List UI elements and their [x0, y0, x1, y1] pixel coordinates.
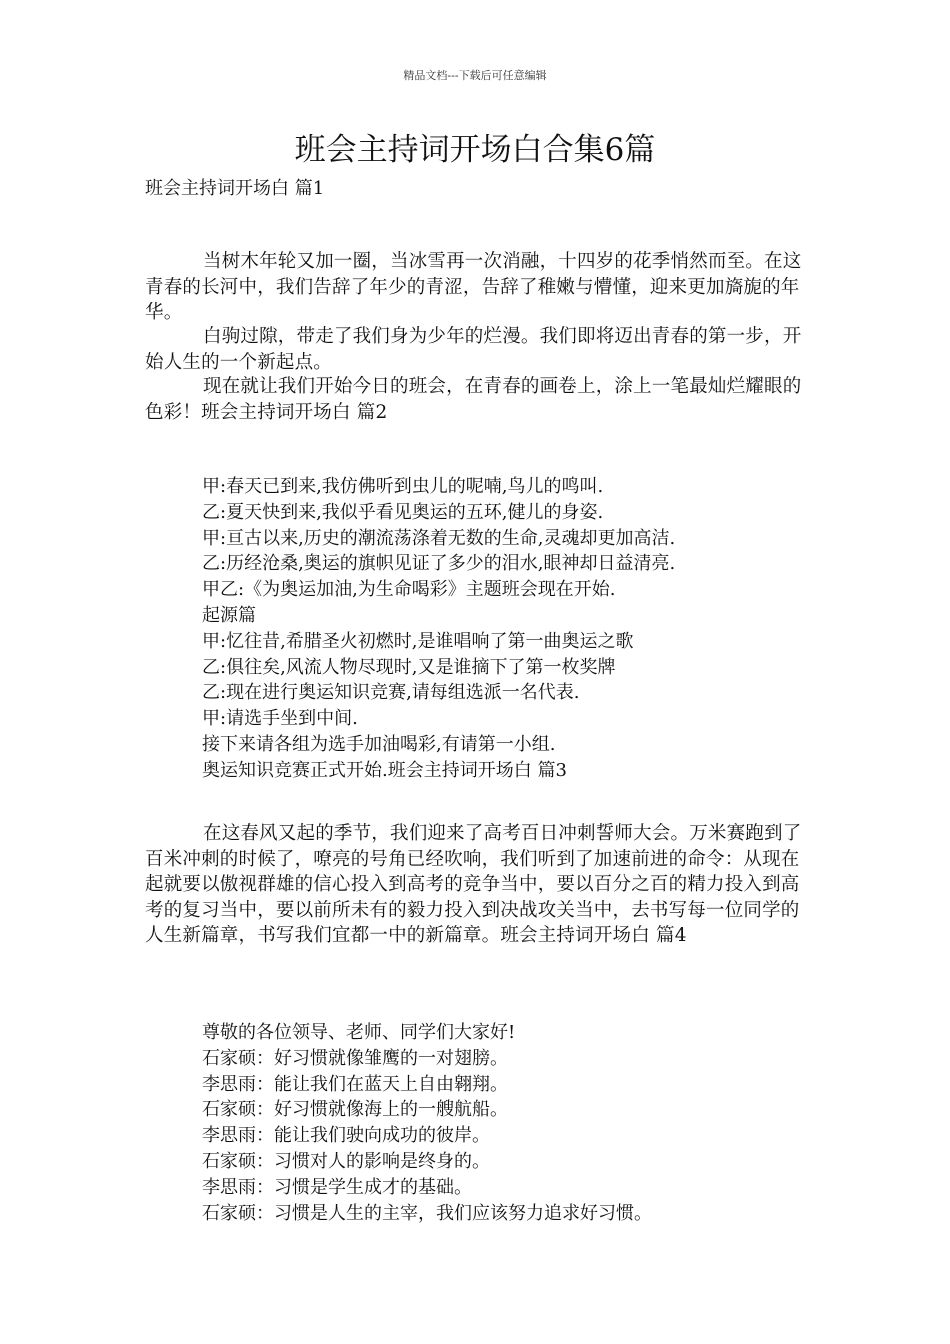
section-heading-4: 班会主持词开场白 篇4 [500, 925, 687, 946]
dialogue-line: 乙:现在进行奥运知识竞赛,请每组选派一名代表. [202, 682, 580, 704]
dialogue-line: 石家硕：习惯对人的影响是终身的。 [202, 1150, 490, 1172]
dialogue-line: 乙:俱往矣,风流人物尽现时,又是谁摘下了第一枚奖牌 [202, 656, 616, 678]
dialogue-line: 甲:春天已到来,我仿佛听到虫儿的呢喃,鸟儿的鸣叫. [202, 476, 604, 497]
section1-paragraph-2: 白驹过隙，带走了我们身为少年的烂漫。我们即将迈出青春的第一步，开始人生的一个新起点。 [145, 326, 802, 373]
section-heading-3: 班会主持词开场白 篇3 [387, 759, 567, 781]
dialogue-line: 甲:忆往昔,希腊圣火初燃时,是谁唱响了第一曲奥运之歌 [202, 630, 634, 652]
section-heading-2: 班会主持词开场白 篇2 [201, 401, 388, 423]
section1-paragraph-3-text: 现在就让我们开始今日的班会，在青春的画卷上，涂上一笔最灿烂耀眼的色彩！ [145, 376, 802, 423]
section-heading-1: 班会主持词开场白 篇1 [145, 178, 325, 199]
section4-dialogue [202, 1020, 822, 1226]
section1-paragraph-3 [145, 374, 810, 425]
dialogue-line: 甲:请选手坐到中间. [202, 708, 358, 730]
header-note: 精品文档---下载后可任意编辑 [403, 69, 547, 82]
dialogue-line: 李思雨：习惯是学生成才的基础。 [202, 1176, 472, 1198]
page-title: 班会主持词开场白合集6篇 [294, 132, 656, 168]
dialogue-line: 石家硕：好习惯就像雏鹰的一对翅膀。 [202, 1047, 508, 1069]
dialogue-line: 石家硕：好习惯就像海上的一艘航船。 [202, 1099, 508, 1121]
dialogue-line: 甲乙:《为奥运加油,为生命喝彩》主题班会现在开始. [202, 579, 616, 601]
dialogue-line: 乙:历经沧桑,奥运的旗帜见证了多少的泪水,眼神却日益清亮. [202, 553, 676, 575]
section3-paragraph [145, 821, 810, 949]
dialogue-line [202, 758, 822, 784]
dialogue-line: 石家硕：习惯是人生的主宰，我们应该努力追求好习惯。 [202, 1202, 652, 1224]
section2-dialogue [202, 474, 822, 784]
dialogue-line: 甲:亘古以来,历史的潮流荡涤着无数的生命,灵魂却更加高洁. [202, 527, 676, 549]
dialogue-line-text: 奥运知识竞赛正式开始. [202, 759, 388, 781]
section3-paragraph-text: 在这春风又起的季节，我们迎来了高考百日冲刺誓师大会。万米赛跑到了百米冲刺的时候了，嘹亮的号角已经吹响，我们听到了加速前进的命令：从现在起就要以傲视群雄的信心投入到高考的竞争当中，要以百分之百的精力投入到高考的复习当中，要以前所未有的毅力投入到决战攻关当中，去书写每一位同学的人生新篇章，书写我们宜都一中的新篇章。 [145, 823, 802, 946]
subsection-heading: 起源篇 [202, 604, 256, 626]
dialogue-line: 李思雨：能让我们驶向成功的彼岸。 [202, 1125, 490, 1147]
dialogue-line: 乙:夏天快到来,我似乎看见奥运的五环,健儿的身姿. [202, 501, 604, 523]
section1-paragraph-1: 当树木年轮又加一圈，当冰雪再一次消融，十四岁的花季悄然而至。在这青春的长河中，我们告辞了年少的青涩，告辞了稚嫩与懵懂，迎来更加旖旎的年华。 [145, 251, 802, 323]
dialogue-line: 李思雨：能让我们在蓝天上自由翱翔。 [202, 1073, 508, 1095]
greeting-line: 尊敬的各位领导、老师、同学们大家好! [202, 1022, 516, 1043]
dialogue-line: 接下来请各组为选手加油喝彩,有请第一小组. [202, 733, 556, 755]
